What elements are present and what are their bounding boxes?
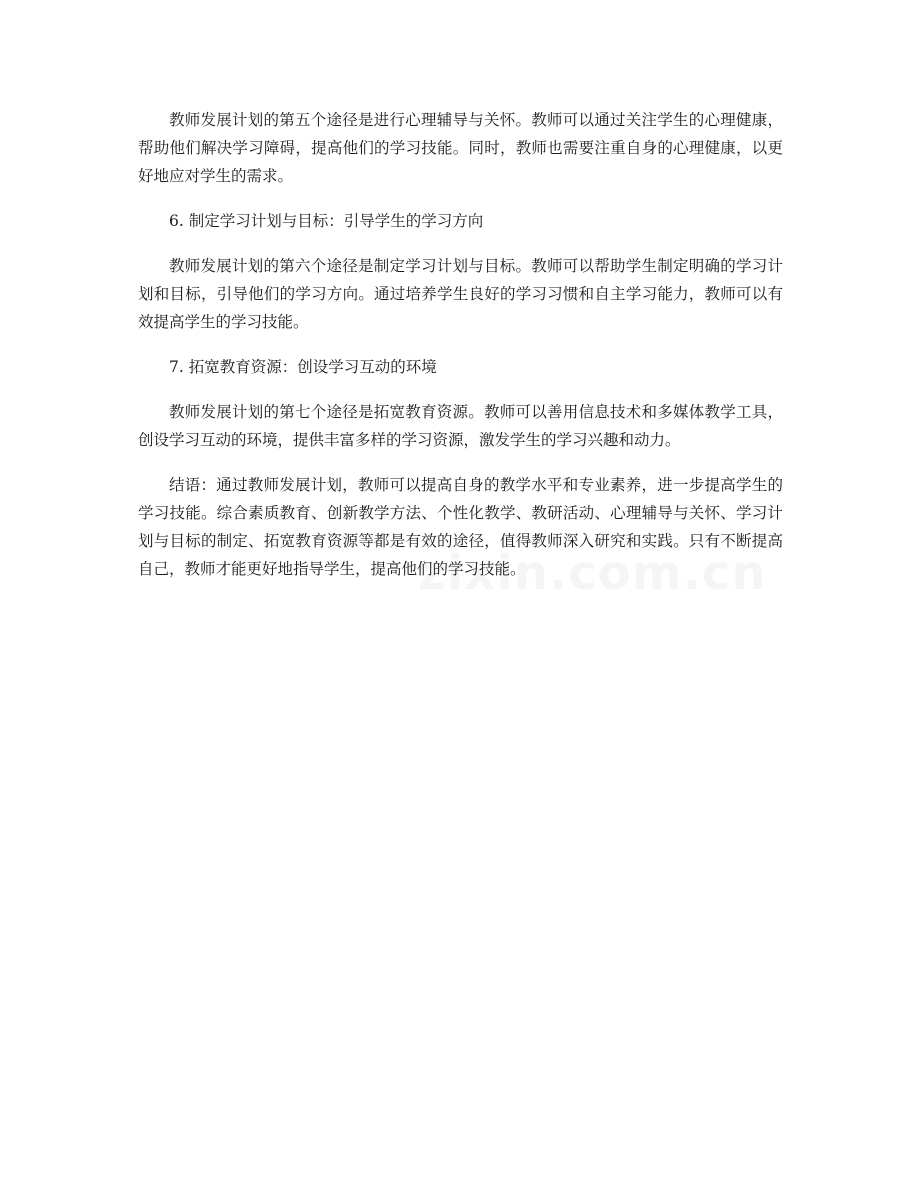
- paragraph-learning-plan: 教师发展计划的第六个途径是制定学习计划与目标。教师可以帮助学生制定明确的学习计划和目标，引导他们的学习方向。通过培养学生良好的学习习惯和自主学习能力，教师可以有效提高学生的学习技能。: [138, 257, 783, 331]
- section-heading-7: 7. 拓宽教育资源：创设学习互动的环境: [169, 358, 437, 376]
- document-body: [138, 106, 783, 600]
- paragraph-education-resources: 教师发展计划的第七个途径是拓宽教育资源。教师可以善用信息技术和多媒体教学工具，创设学习互动的环境，提供丰富多样的学习资源，激发学生的学习兴趣和动力。: [138, 403, 783, 449]
- paragraph-conclusion: 结语：通过教师发展计划，教师可以提高自身的教学水平和专业素养，进一步提高学生的学习技能。综合素质教育、创新教学方法、个性化教学、教研活动、心理辅导与关怀、学习计划与目标的制定、拓宽教育资源等都是有效的途径，值得教师深入研究和实践。只有不断提高自己，教师才能更好地指导学生，提高他们的学习技能。: [138, 476, 783, 578]
- section-heading-6: 6. 制定学习计划与目标：引导学生的学习方向: [169, 212, 484, 230]
- paragraph-psychological-care: 教师发展计划的第五个途径是进行心理辅导与关怀。教师可以通过关注学生的心理健康，帮助他们解决学习障碍，提高他们的学习技能。同时，教师也需要注重自身的心理健康，以更好地应对学生的需求。: [138, 111, 783, 185]
